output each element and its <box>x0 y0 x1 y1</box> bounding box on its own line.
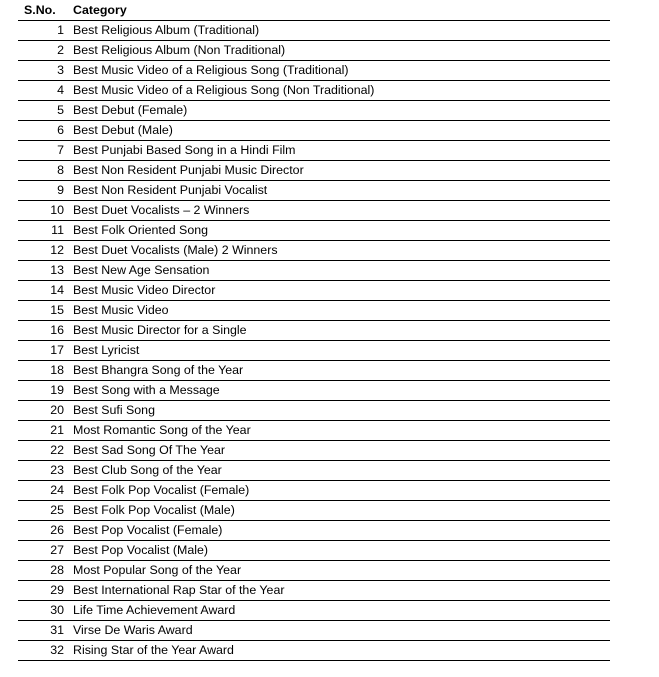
row-category: Best Bhangra Song of the Year <box>64 361 610 381</box>
row-number: 3 <box>18 61 64 81</box>
row-number: 28 <box>18 561 64 581</box>
row-number: 4 <box>18 81 64 101</box>
row-category: Best Music Video Director <box>64 281 610 301</box>
row-category: Most Romantic Song of the Year <box>64 421 610 441</box>
table-header-row <box>18 0 610 21</box>
table-row <box>18 641 610 661</box>
row-category: Best Non Resident Punjabi Music Director <box>64 161 610 181</box>
table-row <box>18 281 610 301</box>
table-row <box>18 621 610 641</box>
row-number: 22 <box>18 441 64 461</box>
row-number: 23 <box>18 461 64 481</box>
row-number: 14 <box>18 281 64 301</box>
row-category: Best Duet Vocalists (Male) 2 Winners <box>64 241 610 261</box>
row-category: Best Duet Vocalists – 2 Winners <box>64 201 610 221</box>
row-number: 24 <box>18 481 64 501</box>
row-category: Best Debut (Male) <box>64 121 610 141</box>
table-row <box>18 81 610 101</box>
row-number: 27 <box>18 541 64 561</box>
table-row <box>18 61 610 81</box>
row-number: 2 <box>18 41 64 61</box>
row-category: Best Club Song of the Year <box>64 461 610 481</box>
row-category: Best International Rap Star of the Year <box>64 581 610 601</box>
table-row <box>18 461 610 481</box>
table-row <box>18 161 610 181</box>
row-category: Most Popular Song of the Year <box>64 561 610 581</box>
table-row <box>18 581 610 601</box>
row-category: Best Music Video <box>64 301 610 321</box>
row-number: 9 <box>18 181 64 201</box>
row-category: Rising Star of the Year Award <box>64 641 610 661</box>
row-category: Best Religious Album (Traditional) <box>64 21 610 41</box>
row-category: Best Sad Song Of The Year <box>64 441 610 461</box>
row-category: Best Religious Album (Non Traditional) <box>64 41 610 61</box>
row-category: Best Folk Oriented Song <box>64 221 610 241</box>
row-category: Best Folk Pop Vocalist (Female) <box>64 481 610 501</box>
row-number: 11 <box>18 221 64 241</box>
row-number: 20 <box>18 401 64 421</box>
table-row <box>18 261 610 281</box>
row-number: 17 <box>18 341 64 361</box>
row-category: Best Non Resident Punjabi Vocalist <box>64 181 610 201</box>
row-number: 7 <box>18 141 64 161</box>
row-number: 16 <box>18 321 64 341</box>
row-number: 6 <box>18 121 64 141</box>
row-category: Best Music Video of a Religious Song (Non Traditional) <box>64 81 610 101</box>
row-number: 5 <box>18 101 64 121</box>
row-category: Life Time Achievement Award <box>64 601 610 621</box>
row-number: 29 <box>18 581 64 601</box>
row-number: 21 <box>18 421 64 441</box>
row-category: Best Folk Pop Vocalist (Male) <box>64 501 610 521</box>
header-sno: S.No. <box>18 0 64 21</box>
row-category: Best Song with a Message <box>64 381 610 401</box>
row-number: 13 <box>18 261 64 281</box>
table-row <box>18 481 610 501</box>
table-row <box>18 301 610 321</box>
row-number: 10 <box>18 201 64 221</box>
table-row <box>18 401 610 421</box>
row-number: 31 <box>18 621 64 641</box>
row-category: Best Music Video of a Religious Song (Traditional) <box>64 61 610 81</box>
table-row <box>18 561 610 581</box>
table-row <box>18 341 610 361</box>
table-row <box>18 41 610 61</box>
row-number: 15 <box>18 301 64 321</box>
header-category: Category <box>64 0 610 21</box>
table-row <box>18 181 610 201</box>
row-number: 19 <box>18 381 64 401</box>
row-number: 32 <box>18 641 64 661</box>
table-row <box>18 441 610 461</box>
row-category: Virse De Waris Award <box>64 621 610 641</box>
row-number: 18 <box>18 361 64 381</box>
table-row <box>18 101 610 121</box>
table-row <box>18 21 610 41</box>
table-row <box>18 541 610 561</box>
table-row <box>18 321 610 341</box>
row-number: 12 <box>18 241 64 261</box>
table-row <box>18 521 610 541</box>
table-row <box>18 121 610 141</box>
row-number: 8 <box>18 161 64 181</box>
row-category: Best Debut (Female) <box>64 101 610 121</box>
row-category: Best Pop Vocalist (Female) <box>64 521 610 541</box>
table-row <box>18 381 610 401</box>
table-row <box>18 501 610 521</box>
table-row <box>18 601 610 621</box>
table-body <box>18 21 610 661</box>
row-category: Best New Age Sensation <box>64 261 610 281</box>
table-row <box>18 241 610 261</box>
row-category: Best Lyricist <box>64 341 610 361</box>
table-row <box>18 361 610 381</box>
table-row <box>18 201 610 221</box>
row-number: 30 <box>18 601 64 621</box>
row-category: Best Sufi Song <box>64 401 610 421</box>
row-number: 1 <box>18 21 64 41</box>
row-number: 26 <box>18 521 64 541</box>
table-row <box>18 141 610 161</box>
row-category: Best Music Director for a Single <box>64 321 610 341</box>
row-category: Best Punjabi Based Song in a Hindi Film <box>64 141 610 161</box>
table-row <box>18 421 610 441</box>
row-category: Best Pop Vocalist (Male) <box>64 541 610 561</box>
row-number: 25 <box>18 501 64 521</box>
award-categories-table <box>18 0 610 661</box>
table-row <box>18 221 610 241</box>
